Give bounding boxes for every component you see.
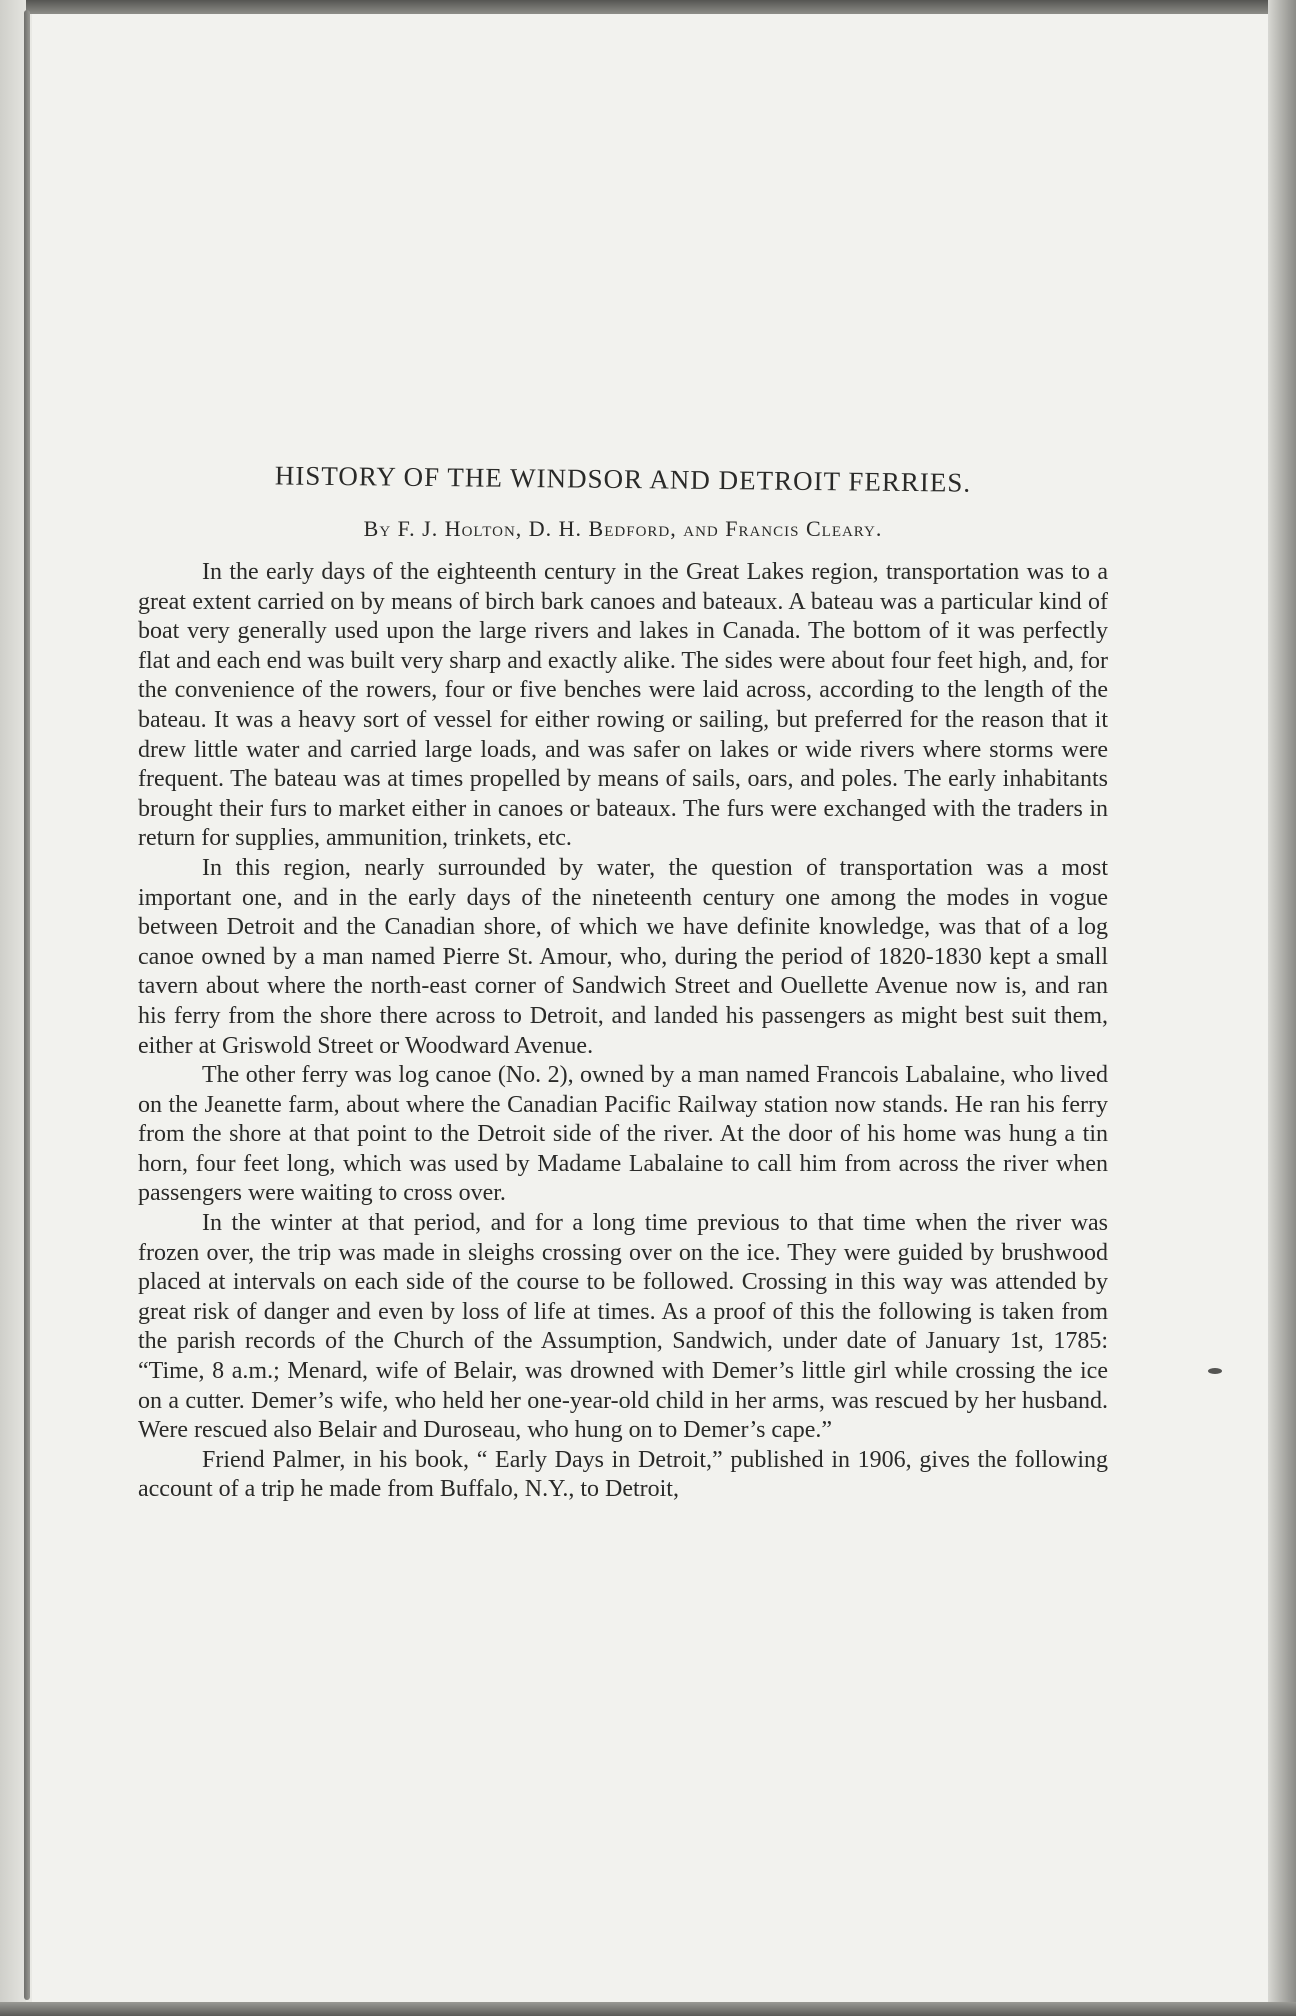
article	[138, 462, 1108, 1505]
paragraph-1: In the early days of the eighteenth century in the Great Lakes region, transportation was to a great extent carried on by means of birch bark canoes and bateaux. A bateau was a particular kind of boat very generally used upon the large rivers and lakes in Canada. The bottom of it was perfectly flat and each end was built very sharp and exactly alike. The sides were about four feet high, and, for the convenience of the rowers, four or five benches were laid across, according to the length of the bateau. It was a heavy sort of vessel for either rowing or sailing, but preferred for the reason that it drew little water and carried large loads, and was safer on lakes or wide rivers where storms were frequent. The bateau was at times propelled by means of sails, oars, and poles. The early inhabitants brought their furs to market either in canoes or bateaux. The furs were exchanged with the traders in return for supplies, ammunition, trinkets, etc.	[138, 559, 1108, 852]
binding-fold-line	[24, 10, 30, 2000]
paragraph-5: Friend Palmer, in his book, “ Early Days in Detroit,” published in 1906, gives the following account of a trip he made from Buffalo, N.Y., to Detroit,	[138, 1446, 1108, 1503]
bottom-page-edge	[0, 2002, 1296, 2016]
top-page-edge	[0, 0, 1296, 14]
paragraph-3: The other ferry was log canoe (No. 2), owned by a man named Francois Labalaine, who lived on the Jeanette farm, about where the Canadian Pacific Railway station now stands. He ran his ferry from the shore at that point to the Detroit side of the river. At the door of his home was hung a tin horn, four feet long, which was used by Madame Labalaine to call him from across the river when passengers were waiting to cross over.	[138, 1062, 1108, 1207]
left-margin-strip	[0, 0, 26, 2016]
paragraph-4: In the winter at that period, and for a long time previous to that time when the river was frozen over, the trip was made in sleighs crossing over on the ice. They were guided by brushwood placed at intervals on each side of the course to be followed. Crossing in this way was attended by great risk of danger and even by loss of life at times. As a proof of this the following is taken from the parish records of the Church of the Assumption, Sandwich, under date of January 1st, 1785: “Time, 8 a.m.; Menard, wife of Belair, was drowned with Demer’s little girl while crossing the ice on a cutter. Demer’s wife, who held her one-year-old child in her arms, was rescued by her husband. Were rescued also Belair and Duroseau, who hung on to Demer’s cape.”	[138, 1210, 1108, 1444]
article-title: HISTORY OF THE WINDSOR AND DETROIT FERRIES.	[274, 460, 972, 498]
right-page-edge	[1268, 0, 1296, 2016]
article-byline: By F. J. Holton, D. H. Bedford, and Francis Cleary.	[363, 516, 883, 541]
ink-speck	[1208, 1368, 1222, 1374]
paragraph-2: In this region, nearly surrounded by water, the question of transportation was a most important one, and in the early days of the nineteenth century one among the modes in vogue between Detroit and the Canadian shore, of which we have definite knowledge, was that of a log canoe owned by a man named Pierre St. Amour, who, during the period of 1820-1830 kept a small tavern about where the north-east corner of Sandwich Street and Ouellette Avenue now is, and ran his ferry from the shore there across to Detroit, and landed his passengers as might best suit them, either at Griswold Street or Woodward Avenue.	[138, 854, 1108, 1059]
